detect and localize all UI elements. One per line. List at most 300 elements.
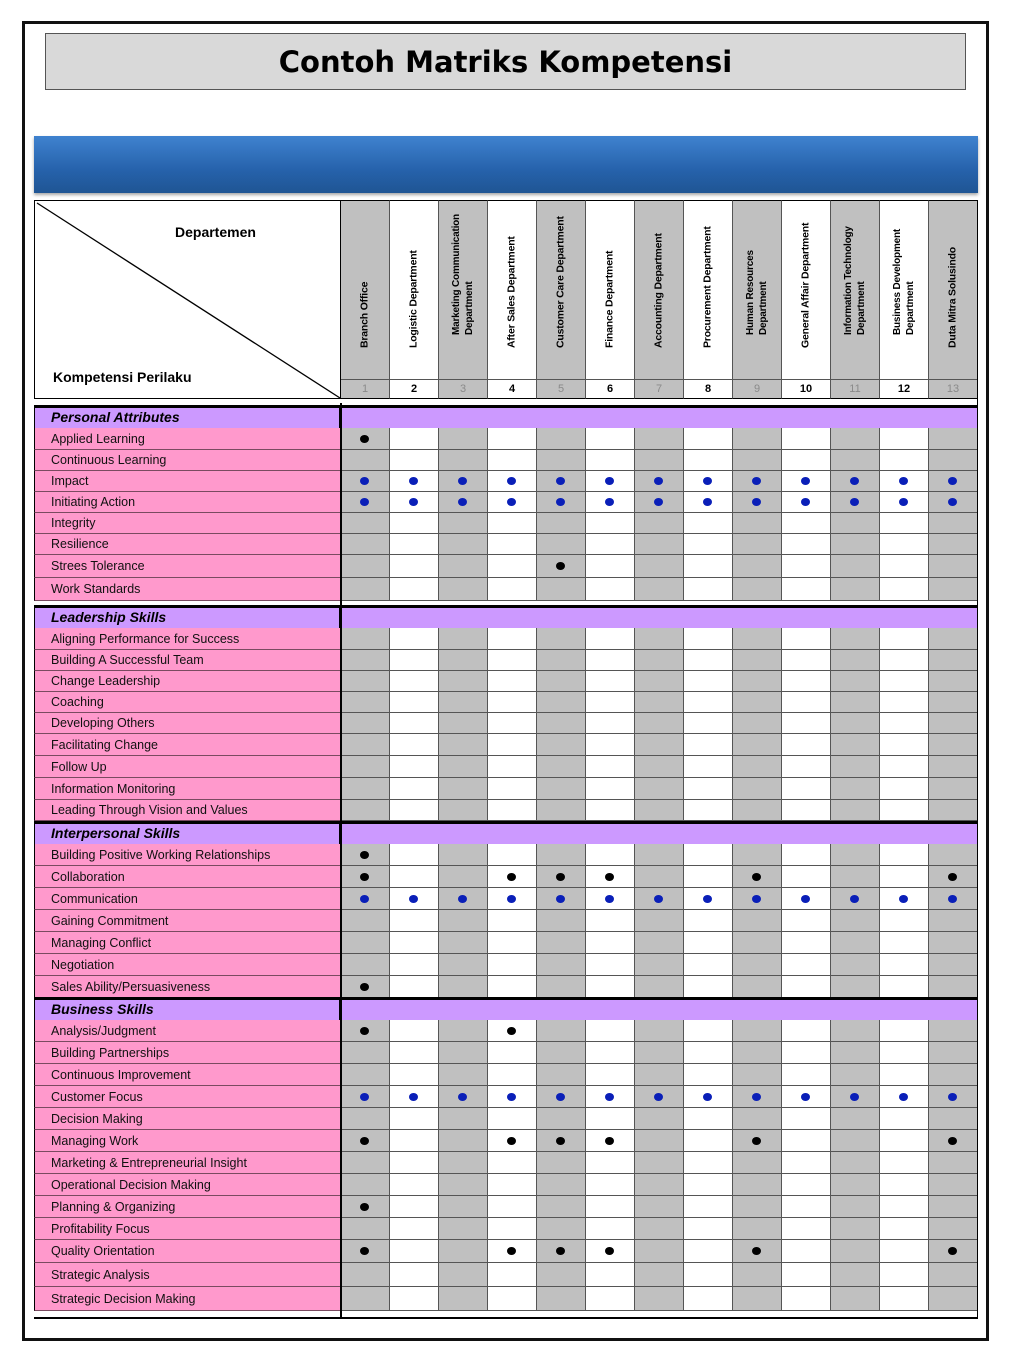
right-border bbox=[977, 200, 978, 1318]
matrix-cell bbox=[880, 428, 929, 450]
matrix-cell bbox=[439, 1240, 488, 1263]
matrix-cell bbox=[537, 578, 586, 601]
blue-dot-marker bbox=[556, 477, 565, 485]
matrix-cell bbox=[341, 513, 390, 534]
matrix-cell bbox=[733, 976, 782, 998]
competency-label: Strees Tolerance bbox=[34, 555, 341, 578]
matrix-cell bbox=[782, 1196, 831, 1218]
matrix-cell bbox=[880, 692, 929, 713]
column-header bbox=[831, 200, 880, 379]
matrix-cell bbox=[733, 800, 782, 821]
matrix-cell bbox=[341, 428, 390, 450]
matrix-cell bbox=[782, 734, 831, 756]
matrix-cell bbox=[586, 1240, 635, 1263]
matrix-cell bbox=[929, 428, 978, 450]
matrix-cell bbox=[929, 1240, 978, 1263]
matrix-cell bbox=[635, 1042, 684, 1064]
matrix-cell bbox=[782, 428, 831, 450]
matrix-cell bbox=[684, 1086, 733, 1108]
matrix-cell bbox=[390, 1240, 439, 1263]
matrix-cell bbox=[488, 954, 537, 976]
matrix-cell bbox=[684, 976, 733, 998]
matrix-cell bbox=[488, 866, 537, 888]
matrix-cell bbox=[880, 1020, 929, 1042]
matrix-cell bbox=[537, 513, 586, 534]
matrix-cell bbox=[831, 713, 880, 734]
matrix-cell bbox=[733, 555, 782, 578]
matrix-cell bbox=[880, 578, 929, 601]
matrix-cell bbox=[880, 954, 929, 976]
matrix-cell bbox=[782, 1042, 831, 1064]
matrix-cell bbox=[831, 1042, 880, 1064]
matrix-cell bbox=[831, 888, 880, 910]
column-header-label bbox=[800, 223, 813, 348]
matrix-cell bbox=[390, 932, 439, 954]
matrix-cell bbox=[586, 1064, 635, 1086]
matrix-cell bbox=[684, 692, 733, 713]
matrix-corner-header bbox=[34, 200, 341, 399]
matrix-cell bbox=[586, 932, 635, 954]
competency-label: Operational Decision Making bbox=[34, 1174, 341, 1196]
competency-label: Customer Focus bbox=[34, 1086, 341, 1108]
blue-dot-marker bbox=[654, 477, 663, 485]
black-dot-marker bbox=[360, 435, 369, 443]
blue-dot-marker bbox=[458, 498, 467, 506]
matrix-cell bbox=[782, 692, 831, 713]
matrix-cell bbox=[831, 1218, 880, 1240]
matrix-cell bbox=[929, 778, 978, 800]
matrix-cell bbox=[782, 844, 831, 866]
column-header-line: Marketing Communication bbox=[451, 214, 462, 335]
matrix-cell bbox=[880, 450, 929, 471]
competency-label: Strategic Analysis bbox=[34, 1263, 341, 1287]
matrix-cell bbox=[880, 910, 929, 932]
matrix-cell bbox=[537, 800, 586, 821]
matrix-cell bbox=[390, 492, 439, 513]
matrix-cell bbox=[390, 578, 439, 601]
matrix-row bbox=[34, 1196, 978, 1218]
matrix-cell bbox=[635, 844, 684, 866]
matrix-cell bbox=[684, 1218, 733, 1240]
matrix-cell bbox=[684, 471, 733, 492]
matrix-row bbox=[34, 734, 978, 756]
matrix-cell bbox=[488, 1287, 537, 1311]
matrix-cell bbox=[733, 1064, 782, 1086]
matrix-cell bbox=[537, 471, 586, 492]
matrix-cell bbox=[782, 534, 831, 555]
matrix-cell bbox=[635, 555, 684, 578]
matrix-cell bbox=[488, 492, 537, 513]
matrix-cell bbox=[831, 1086, 880, 1108]
matrix-cell bbox=[831, 954, 880, 976]
competency-label: Coaching bbox=[34, 692, 341, 713]
matrix-cell bbox=[439, 628, 488, 650]
matrix-cell bbox=[488, 450, 537, 471]
matrix-cell bbox=[537, 671, 586, 692]
matrix-cell bbox=[586, 650, 635, 671]
black-dot-marker bbox=[360, 1203, 369, 1211]
matrix-cell bbox=[929, 734, 978, 756]
matrix-cell bbox=[635, 1108, 684, 1130]
matrix-cell bbox=[635, 1152, 684, 1174]
matrix-cell bbox=[341, 650, 390, 671]
column-header bbox=[537, 200, 586, 379]
matrix-cell bbox=[880, 1064, 929, 1086]
matrix-cell bbox=[684, 866, 733, 888]
matrix-cell bbox=[439, 1130, 488, 1152]
black-dot-marker bbox=[948, 1137, 957, 1145]
matrix-cell bbox=[488, 1240, 537, 1263]
matrix-cell bbox=[733, 888, 782, 910]
matrix-cell bbox=[684, 756, 733, 778]
matrix-cell bbox=[831, 910, 880, 932]
matrix-cell bbox=[488, 628, 537, 650]
matrix-cell bbox=[782, 910, 831, 932]
matrix-cell bbox=[831, 1020, 880, 1042]
matrix-cell bbox=[782, 492, 831, 513]
matrix-cell bbox=[684, 534, 733, 555]
matrix-cell bbox=[586, 1196, 635, 1218]
matrix-cell bbox=[782, 513, 831, 534]
column-header-label bbox=[506, 236, 519, 348]
matrix-cell bbox=[341, 1174, 390, 1196]
matrix-cell bbox=[929, 1174, 978, 1196]
blue-dot-marker bbox=[654, 1093, 663, 1101]
matrix-cell bbox=[390, 844, 439, 866]
black-dot-marker bbox=[507, 1137, 516, 1145]
matrix-cell bbox=[880, 471, 929, 492]
matrix-row bbox=[34, 428, 978, 450]
matrix-row bbox=[34, 1218, 978, 1240]
matrix-cell bbox=[831, 671, 880, 692]
matrix-cell bbox=[390, 1020, 439, 1042]
competency-label: Information Monitoring bbox=[34, 778, 341, 800]
competency-label: Continuous Learning bbox=[34, 450, 341, 471]
matrix-cell bbox=[733, 866, 782, 888]
matrix-cell bbox=[586, 954, 635, 976]
matrix-cell bbox=[341, 954, 390, 976]
matrix-cell bbox=[439, 866, 488, 888]
matrix-cell bbox=[439, 578, 488, 601]
matrix-cell bbox=[684, 513, 733, 534]
blue-dot-marker bbox=[899, 895, 908, 903]
matrix-cell bbox=[390, 692, 439, 713]
matrix-cell bbox=[390, 1130, 439, 1152]
matrix-cell bbox=[439, 1287, 488, 1311]
competency-label: Negotiation bbox=[34, 954, 341, 976]
matrix-cell bbox=[733, 734, 782, 756]
matrix-cell bbox=[537, 1240, 586, 1263]
matrix-cell bbox=[586, 1086, 635, 1108]
blue-dot-marker bbox=[556, 1093, 565, 1101]
matrix-cell bbox=[684, 1287, 733, 1311]
matrix-cell bbox=[439, 1152, 488, 1174]
competency-label: Work Standards bbox=[34, 578, 341, 601]
black-dot-marker bbox=[556, 1137, 565, 1145]
matrix-cell bbox=[782, 471, 831, 492]
matrix-cell bbox=[929, 1263, 978, 1287]
matrix-cell bbox=[390, 1086, 439, 1108]
matrix-cell bbox=[341, 1130, 390, 1152]
matrix-cell bbox=[733, 932, 782, 954]
black-dot-marker bbox=[556, 1247, 565, 1255]
matrix-cell bbox=[635, 513, 684, 534]
matrix-cell bbox=[586, 578, 635, 601]
matrix-cell bbox=[831, 1130, 880, 1152]
column-header-label bbox=[702, 226, 715, 348]
matrix-cell bbox=[586, 800, 635, 821]
matrix-cell bbox=[537, 1218, 586, 1240]
matrix-cell bbox=[586, 1108, 635, 1130]
matrix-cell bbox=[831, 555, 880, 578]
matrix-cell bbox=[586, 976, 635, 998]
matrix-row bbox=[34, 954, 978, 976]
matrix-cell bbox=[488, 471, 537, 492]
matrix-cell bbox=[341, 778, 390, 800]
matrix-cell bbox=[635, 1240, 684, 1263]
column-header-line: Customer Care Department bbox=[554, 216, 567, 348]
matrix-cell bbox=[635, 888, 684, 910]
matrix-cell bbox=[929, 1130, 978, 1152]
matrix-cell bbox=[341, 910, 390, 932]
matrix-cell bbox=[733, 671, 782, 692]
section-header bbox=[34, 405, 978, 428]
matrix-cell bbox=[929, 671, 978, 692]
matrix-cell bbox=[488, 976, 537, 998]
matrix-cell bbox=[537, 1042, 586, 1064]
matrix-cell bbox=[782, 756, 831, 778]
blue-dot-marker bbox=[850, 1093, 859, 1101]
column-header-label bbox=[450, 214, 476, 335]
matrix-cell bbox=[439, 976, 488, 998]
matrix-cell bbox=[439, 1042, 488, 1064]
matrix-cell bbox=[537, 1020, 586, 1042]
blue-dot-marker bbox=[752, 895, 761, 903]
matrix-cell bbox=[831, 471, 880, 492]
matrix-cell bbox=[880, 800, 929, 821]
blue-dot-marker bbox=[556, 895, 565, 903]
matrix-cell bbox=[586, 1287, 635, 1311]
blue-dot-marker bbox=[360, 895, 369, 903]
matrix-cell bbox=[880, 1240, 929, 1263]
blue-dot-marker bbox=[605, 895, 614, 903]
matrix-cell bbox=[929, 844, 978, 866]
matrix-cell bbox=[929, 650, 978, 671]
competency-label: Planning & Organizing bbox=[34, 1196, 341, 1218]
matrix-cell bbox=[684, 1174, 733, 1196]
competency-label: Developing Others bbox=[34, 713, 341, 734]
matrix-cell bbox=[782, 555, 831, 578]
matrix-cell bbox=[831, 1196, 880, 1218]
matrix-cell bbox=[341, 1042, 390, 1064]
matrix-cell bbox=[488, 910, 537, 932]
matrix-cell bbox=[733, 1263, 782, 1287]
column-header bbox=[341, 200, 390, 379]
matrix-cell bbox=[733, 471, 782, 492]
matrix-cell bbox=[390, 428, 439, 450]
matrix-cell bbox=[390, 471, 439, 492]
matrix-cell bbox=[782, 954, 831, 976]
matrix-cell bbox=[782, 713, 831, 734]
matrix-cell bbox=[390, 534, 439, 555]
matrix-cell bbox=[929, 450, 978, 471]
matrix-cell bbox=[929, 976, 978, 998]
matrix-cell bbox=[929, 1287, 978, 1311]
matrix-cell bbox=[782, 1064, 831, 1086]
matrix-cell bbox=[782, 976, 831, 998]
matrix-cell bbox=[733, 954, 782, 976]
matrix-row bbox=[34, 778, 978, 800]
matrix-cell bbox=[586, 844, 635, 866]
matrix-cell bbox=[390, 1263, 439, 1287]
matrix-cell bbox=[439, 692, 488, 713]
matrix-cell bbox=[782, 628, 831, 650]
blue-dot-marker bbox=[409, 477, 418, 485]
matrix-cell bbox=[831, 756, 880, 778]
matrix-cell bbox=[341, 1240, 390, 1263]
matrix-cell bbox=[341, 1086, 390, 1108]
matrix-cell bbox=[488, 734, 537, 756]
black-dot-marker bbox=[556, 873, 565, 881]
matrix-cell bbox=[390, 976, 439, 998]
matrix-cell bbox=[880, 671, 929, 692]
matrix-cell bbox=[733, 428, 782, 450]
matrix-cell bbox=[586, 692, 635, 713]
blue-dot-marker bbox=[458, 477, 467, 485]
column-header-line: Procurement Department bbox=[701, 226, 714, 348]
matrix-cell bbox=[880, 492, 929, 513]
matrix-cell bbox=[586, 778, 635, 800]
black-dot-marker bbox=[360, 851, 369, 859]
matrix-cell bbox=[733, 1020, 782, 1042]
competency-label: Integrity bbox=[34, 513, 341, 534]
matrix-cell bbox=[684, 1263, 733, 1287]
matrix-cell bbox=[439, 1108, 488, 1130]
matrix-cell bbox=[586, 471, 635, 492]
section-title: Business Skills bbox=[34, 1000, 341, 1020]
column-header-line: Logistic Department bbox=[407, 250, 420, 348]
blue-dot-marker bbox=[458, 1093, 467, 1101]
black-dot-marker bbox=[360, 1247, 369, 1255]
matrix-row bbox=[34, 932, 978, 954]
matrix-cell bbox=[586, 671, 635, 692]
matrix-cell bbox=[586, 713, 635, 734]
blue-dot-marker bbox=[703, 477, 712, 485]
column-header bbox=[929, 200, 978, 379]
matrix-cell bbox=[488, 800, 537, 821]
column-number: 1 bbox=[341, 379, 390, 399]
matrix-row bbox=[34, 650, 978, 671]
matrix-cell bbox=[733, 1042, 782, 1064]
matrix-cell bbox=[341, 1108, 390, 1130]
matrix-cell bbox=[733, 713, 782, 734]
matrix-cell bbox=[390, 650, 439, 671]
matrix-cell bbox=[635, 578, 684, 601]
matrix-cell bbox=[390, 1196, 439, 1218]
competency-label: Change Leadership bbox=[34, 671, 341, 692]
blue-dot-marker bbox=[948, 1093, 957, 1101]
matrix-cell bbox=[733, 534, 782, 555]
matrix-cell bbox=[488, 713, 537, 734]
matrix-cell bbox=[635, 778, 684, 800]
matrix-cell bbox=[586, 1218, 635, 1240]
blue-dot-marker bbox=[409, 498, 418, 506]
matrix-cell bbox=[929, 713, 978, 734]
blue-dot-marker bbox=[948, 477, 957, 485]
matrix-cell bbox=[635, 1020, 684, 1042]
matrix-cell bbox=[586, 555, 635, 578]
matrix-cell bbox=[880, 1287, 929, 1311]
section-title: Leadership Skills bbox=[34, 608, 341, 628]
matrix-cell bbox=[586, 1130, 635, 1152]
matrix-cell bbox=[341, 692, 390, 713]
blue-dot-marker bbox=[360, 1093, 369, 1101]
matrix-cell bbox=[733, 492, 782, 513]
matrix-cell bbox=[880, 555, 929, 578]
competency-label: Gaining Commitment bbox=[34, 910, 341, 932]
matrix-cell bbox=[537, 555, 586, 578]
page-title: Contoh Matriks Kompetensi bbox=[278, 44, 733, 79]
blue-dot-marker bbox=[801, 895, 810, 903]
column-header-label bbox=[555, 216, 568, 348]
matrix-cell bbox=[831, 1287, 880, 1311]
matrix-cell bbox=[782, 671, 831, 692]
black-dot-marker bbox=[507, 1027, 516, 1035]
matrix-cell bbox=[635, 1287, 684, 1311]
matrix-cell bbox=[390, 1287, 439, 1311]
matrix-cell bbox=[782, 1263, 831, 1287]
matrix-cell bbox=[635, 534, 684, 555]
matrix-cell bbox=[635, 713, 684, 734]
matrix-row bbox=[34, 866, 978, 888]
matrix-cell bbox=[586, 1042, 635, 1064]
matrix-cell bbox=[880, 1086, 929, 1108]
column-header bbox=[880, 200, 929, 379]
matrix-cell bbox=[341, 555, 390, 578]
matrix-cell bbox=[439, 756, 488, 778]
matrix-row bbox=[34, 1020, 978, 1042]
blue-dot-marker bbox=[850, 895, 859, 903]
matrix-cell bbox=[341, 471, 390, 492]
matrix-cell bbox=[488, 844, 537, 866]
matrix-cell bbox=[439, 713, 488, 734]
black-dot-marker bbox=[605, 873, 614, 881]
competency-label: Applied Learning bbox=[34, 428, 341, 450]
matrix-cell bbox=[880, 650, 929, 671]
black-dot-marker bbox=[605, 1137, 614, 1145]
matrix-cell bbox=[929, 534, 978, 555]
matrix-cell bbox=[635, 450, 684, 471]
matrix-row bbox=[34, 1042, 978, 1064]
matrix-row bbox=[34, 628, 978, 650]
matrix-row bbox=[34, 976, 978, 998]
matrix-cell bbox=[537, 428, 586, 450]
matrix-cell bbox=[537, 1130, 586, 1152]
matrix-cell bbox=[488, 1130, 537, 1152]
black-dot-marker bbox=[360, 873, 369, 881]
matrix-cell bbox=[439, 1263, 488, 1287]
matrix-row bbox=[34, 534, 978, 555]
matrix-cell bbox=[390, 734, 439, 756]
blue-dot-marker bbox=[605, 498, 614, 506]
column-header-line: After Sales Department bbox=[505, 236, 518, 348]
matrix-cell bbox=[880, 534, 929, 555]
matrix-cell bbox=[537, 1152, 586, 1174]
column-header bbox=[586, 200, 635, 379]
matrix-cell bbox=[341, 492, 390, 513]
matrix-cell bbox=[782, 888, 831, 910]
matrix-cell bbox=[929, 1042, 978, 1064]
